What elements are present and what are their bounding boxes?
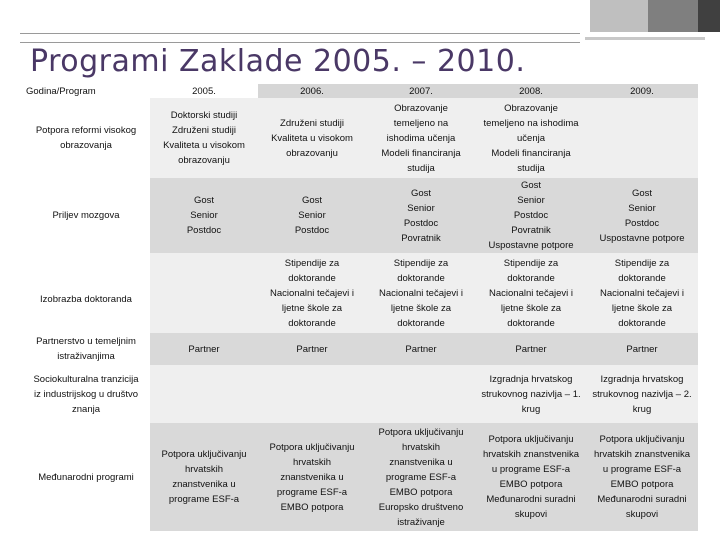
header-cell: 2006.	[258, 84, 366, 98]
table-cell: Partner	[586, 333, 698, 365]
table-header-row	[22, 84, 698, 98]
title-rule-right	[585, 37, 705, 40]
program-name-cell: Izobrazba doktoranda	[22, 253, 150, 333]
title-rule	[20, 33, 580, 43]
programs-table	[22, 84, 698, 531]
top-bar-segment	[648, 0, 698, 32]
table-cell: Potpora uključivanju hrvatskih znanstvenika u programe ESF-a EMBO potpora	[258, 423, 366, 531]
table-cell: Stipendije za doktorande Nacionalni tečajevi i ljetne škole za doktorande	[476, 253, 586, 333]
table-cell: Izgradnja hrvatskog strukovnog nazivlja – 1. krug	[476, 365, 586, 423]
table-row	[22, 98, 698, 178]
top-bar-segment	[698, 0, 720, 32]
table-cell: Gost Senior Postdoc Povratnik	[366, 178, 476, 253]
table-cell	[150, 365, 258, 423]
table-cell	[150, 253, 258, 333]
table-row	[22, 333, 698, 365]
header-cell: 2008.	[476, 84, 586, 98]
header-cell: 2005.	[150, 84, 258, 98]
table-cell: Stipendije za doktorande Nacionalni tečajevi i ljetne škole za doktorande	[258, 253, 366, 333]
table-cell	[586, 98, 698, 178]
table-cell: Partner	[258, 333, 366, 365]
table-cell: Potpora uključivanju hrvatskih znanstvenika u programe ESF-a EMBO potpora Međunarodni suradni skupovi	[476, 423, 586, 531]
table-cell: Potpora uključivanju hrvatskih znanstvenika u programe ESF-a EMBO potpora Europsko društveno istraživanje	[366, 423, 476, 531]
table-cell: Potpora uključivanju hrvatskih znanstvenika u programe ESF-a	[150, 423, 258, 531]
table-row	[22, 365, 698, 423]
top-decoration-bar	[0, 0, 720, 32]
table-cell: Gost Senior Postdoc Uspostavne potpore	[586, 178, 698, 253]
slide-title: Programi Zaklade 2005. – 2010.	[30, 44, 526, 79]
table-cell: Izgradnja hrvatskog strukovnog nazivlja – 2. krug	[586, 365, 698, 423]
table-cell	[366, 365, 476, 423]
table-cell: Partner	[476, 333, 586, 365]
program-name-cell: Partnerstvo u temeljnim istraživanjima	[22, 333, 150, 365]
table-row	[22, 178, 698, 253]
table-row	[22, 253, 698, 333]
table-row	[22, 423, 698, 531]
program-name-cell: Priljev mozgova	[22, 178, 150, 253]
table-cell: Stipendije za doktorande Nacionalni tečajevi i ljetne škole za doktorande	[366, 253, 476, 333]
table-cell: Združeni studiji Kvaliteta u visokom obrazovanju	[258, 98, 366, 178]
table-cell: Partner	[366, 333, 476, 365]
program-name-cell: Sociokulturalna tranzicija iz industrijskog u društvo znanja	[22, 365, 150, 423]
table-cell: Potpora uključivanju hrvatskih znanstvenika u programe ESF-a EMBO potpora Međunarodni suradni skupovi	[586, 423, 698, 531]
program-name-cell: Potpora reformi visokog obrazovanja	[22, 98, 150, 178]
table-cell: Doktorski studiji Združeni studiji Kvaliteta u visokom obrazovanju	[150, 98, 258, 178]
table-cell: Gost Senior Postdoc	[258, 178, 366, 253]
table-cell: Gost Senior Postdoc Povratnik Uspostavne potpore	[476, 178, 586, 253]
header-cell: 2007.	[366, 84, 476, 98]
top-bar-segment	[0, 0, 590, 32]
program-name-cell: Međunarodni programi	[22, 423, 150, 531]
header-cell: 2009.	[586, 84, 698, 98]
table-cell: Stipendije za doktorande Nacionalni tečajevi i ljetne škole za doktorande	[586, 253, 698, 333]
table-cell: Obrazovanje temeljeno na ishodima učenja Modeli financiranja studija	[366, 98, 476, 178]
top-bar-segment	[590, 0, 648, 32]
table-cell: Obrazovanje temeljeno na ishodima učenja Modeli financiranja studija	[476, 98, 586, 178]
header-cell: Godina/Program	[22, 84, 150, 98]
table-cell: Partner	[150, 333, 258, 365]
table-cell	[258, 365, 366, 423]
table-cell: Gost Senior Postdoc	[150, 178, 258, 253]
